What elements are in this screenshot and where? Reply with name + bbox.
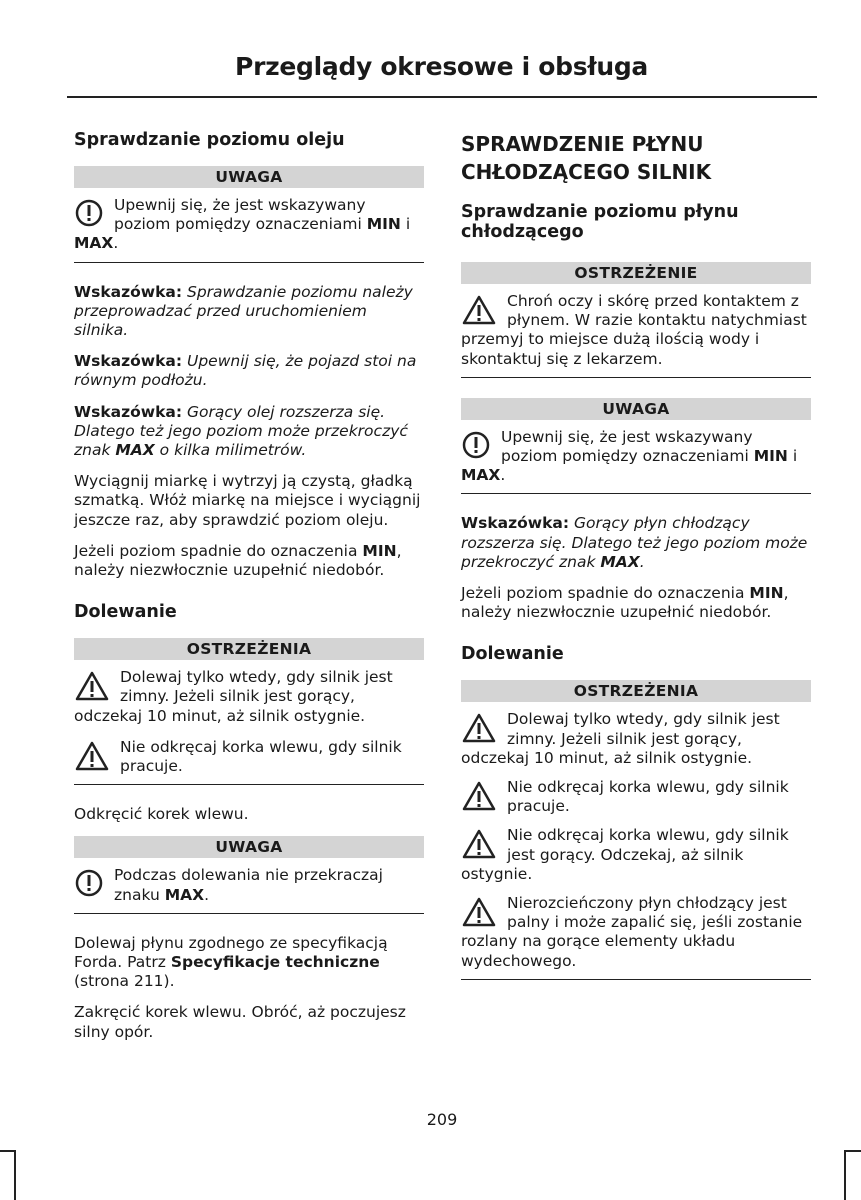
subsection-heading-coolant-level: Sprawdzanie poziomu płynu chłodzącego xyxy=(461,202,739,242)
tip-paragraph: Wskazówka: Gorący olej rozszerza się. Dlatego też jego poziom może przekroczyć znak MAX o kilka milimetrów. xyxy=(74,402,408,460)
warning-block: Dolewaj tylko wtedy, gdy silnik jest zimny. Jeżeli silnik jest gorący, odczekaj 10 minut, aż silnik ostygnie. xyxy=(74,668,393,725)
warning-block: Nie odkręcaj korka wlewu, gdy silnik pracuje. xyxy=(74,738,424,776)
notice-block: Upewnij się, że jest wskazywany poziom pomiędzy oznaczeniami MIN i MAX. xyxy=(461,427,798,485)
section-heading-topping-up: Dolewanie xyxy=(74,602,177,623)
tip-paragraph: Wskazówka: Upewnij się, że pojazd stoi na równym podłożu. xyxy=(74,352,417,390)
warning-triangle-icon xyxy=(461,712,507,748)
warning-block: Nierozcieńczony płyn chłodzący jest palny i może zapalić się, jeśli zostanie rozlany na gorące elementy układu wydechowego. xyxy=(461,894,803,970)
warning-triangle-icon xyxy=(74,670,120,706)
divider xyxy=(74,262,424,263)
crop-mark xyxy=(14,1150,16,1200)
divider xyxy=(461,377,811,378)
notice-bar: UWAGA xyxy=(74,836,424,858)
notice-bar: UWAGA xyxy=(461,398,811,420)
warning-triangle-icon xyxy=(461,828,507,864)
warning-block: Nie odkręcaj korka wlewu, gdy silnik pracuje. xyxy=(461,778,811,816)
divider xyxy=(461,493,811,494)
divider xyxy=(461,979,811,980)
body-paragraph: Odkręcić korek wlewu. xyxy=(74,805,249,824)
notice-circle-icon xyxy=(461,430,501,466)
page-number: 209 xyxy=(426,1110,458,1129)
section-heading-topping-up: Dolewanie xyxy=(461,644,564,665)
warning-triangle-icon xyxy=(461,896,507,932)
title-divider xyxy=(67,96,817,98)
warning-triangle-icon xyxy=(461,294,507,330)
crop-mark xyxy=(844,1150,846,1200)
warning-triangle-icon xyxy=(461,780,507,816)
notice-circle-icon xyxy=(74,198,114,234)
warning-bar: OSTRZEŻENIA xyxy=(74,638,424,660)
crop-mark xyxy=(845,1150,861,1152)
cross-reference-link[interactable]: Specyfikacje techniczne xyxy=(170,953,380,972)
warning-bar: OSTRZEŻENIE xyxy=(461,262,811,284)
warning-bar: OSTRZEŻENIA xyxy=(461,680,811,702)
tip-paragraph: Wskazówka: Sprawdzanie poziomu należy przeprowadzać przed uruchomieniem silnika. xyxy=(74,282,413,340)
body-paragraph: Wyciągnij miarkę i wytrzyj ją czystą, gładką szmatką. Włóż miarkę na miejsce i wyciągnij jeszcze raz, aby sprawdzić poziom oleju. xyxy=(74,472,421,529)
notice-circle-icon xyxy=(74,868,114,904)
left-column xyxy=(74,130,424,1054)
page-title: Przeglądy okresowe i obsługa xyxy=(235,52,648,81)
warning-triangle-icon xyxy=(74,740,120,776)
crop-mark xyxy=(0,1150,14,1152)
warning-block: Nie odkręcaj korka wlewu, gdy silnik jest gorący. Odczekaj, aż silnik ostygnie. xyxy=(461,826,789,883)
notice-block: Upewnij się, że jest wskazywany poziom pomiędzy oznaczeniami MIN i MAX. xyxy=(74,196,411,253)
tip-paragraph: Wskazówka: Gorący płyn chłodzący rozszerza się. Dlatego też jego poziom może przekroczyć znak MAX. xyxy=(461,514,808,571)
divider xyxy=(74,913,424,914)
right-column xyxy=(461,130,811,1000)
notice-block: Podczas dolewania nie przekraczaj znaku MAX. xyxy=(74,866,424,904)
body-paragraph: Jeżeli poziom spadnie do oznaczenia MIN, należy niezwłocznie uzupełnić niedobór. xyxy=(74,541,402,580)
divider xyxy=(74,784,424,785)
section-heading-coolant: SPRAWDZENIE PŁYNU CHŁODZĄCEGO SILNIK xyxy=(461,132,712,184)
notice-bar: UWAGA xyxy=(74,166,424,188)
body-paragraph: Dolewaj płynu zgodnego ze specyfikacją Forda. Patrz Specyfikacje techniczne (strona 211). xyxy=(74,933,388,991)
warning-block: Dolewaj tylko wtedy, gdy silnik jest zimny. Jeżeli silnik jest gorący, odczekaj 10 minut, aż silnik ostygnie. xyxy=(461,710,780,767)
body-paragraph: Zakręcić korek wlewu. Obróć, aż poczujesz silny opór. xyxy=(74,1003,406,1041)
body-paragraph: Jeżeli poziom spadnie do oznaczenia MIN, należy niezwłocznie uzupełnić niedobór. xyxy=(461,584,789,622)
warning-block: Chroń oczy i skórę przed kontaktem z płynem. W razie kontaktu natychmiast przemyj to miejsce dużą ilością wody i skontaktuj się z lekarzem. xyxy=(461,292,807,368)
section-heading-oil-check: Sprawdzanie poziomu oleju xyxy=(74,130,345,150)
